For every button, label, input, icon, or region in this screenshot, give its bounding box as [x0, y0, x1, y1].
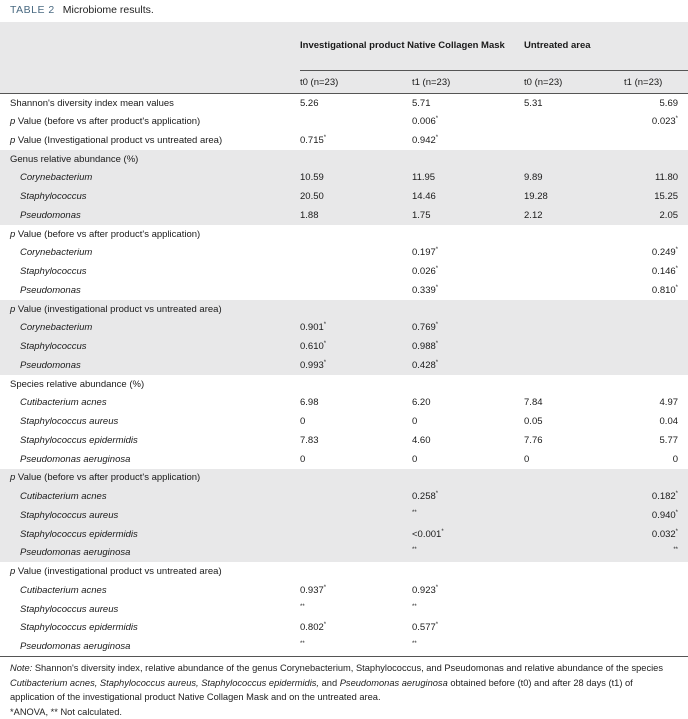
microbiome-table	[0, 22, 688, 656]
table-cell: 0	[300, 412, 412, 431]
table-cell	[300, 262, 412, 281]
table-cell	[524, 262, 624, 281]
table-cell: 0.05	[524, 412, 624, 431]
table-note	[0, 656, 688, 719]
table-cell: 5.71	[412, 94, 524, 113]
table-cell: 0.577*	[412, 619, 524, 638]
row-label: Cutibacterium acnes	[0, 487, 300, 506]
table-row	[0, 337, 688, 356]
note-footnote: *ANOVA, ** Not calculated.	[10, 705, 678, 719]
table-cell	[524, 131, 624, 150]
table-cell: 0.937*	[300, 581, 412, 600]
row-label: Shannon's diversity index mean values	[0, 94, 300, 113]
table-cell: 7.83	[300, 431, 412, 450]
table-row	[0, 206, 688, 225]
table-cell	[524, 375, 624, 394]
table-cell	[624, 581, 688, 600]
table-cell: 0	[524, 450, 624, 469]
table-cell	[524, 319, 624, 338]
table-cell: 0.993*	[300, 356, 412, 375]
table-cell: 15.25	[624, 187, 688, 206]
table-cell	[624, 131, 688, 150]
table-cell: 0.610*	[300, 337, 412, 356]
table-cell	[412, 469, 524, 488]
header-row-groups	[0, 22, 688, 71]
table-cell	[300, 544, 412, 563]
table-cell: 5.69	[624, 94, 688, 113]
header-t1-untreated: t1 (n=23)	[624, 71, 688, 94]
table-cell	[624, 150, 688, 169]
table-cell	[624, 469, 688, 488]
table-cell: 0.197*	[412, 244, 524, 263]
table-cell: 0.249*	[624, 244, 688, 263]
table-row	[0, 319, 688, 338]
row-label: Staphylococcus epidermidis	[0, 431, 300, 450]
table-row	[0, 487, 688, 506]
table-cell	[524, 562, 624, 581]
table-row	[0, 544, 688, 563]
row-label: Pseudomonas aeruginosa	[0, 544, 300, 563]
table-cell	[524, 637, 624, 656]
table-cell: 0.339*	[412, 281, 524, 300]
table-cell: 0.026*	[412, 262, 524, 281]
table-caption	[0, 0, 688, 22]
row-label: Staphylococcus aureus	[0, 412, 300, 431]
row-label: p Value (investigational product vs untreated area)	[0, 300, 300, 319]
row-label: Corynebacterium	[0, 319, 300, 338]
table-cell: **	[300, 637, 412, 656]
table-cell	[300, 525, 412, 544]
table-cell: 4.60	[412, 431, 524, 450]
table-cell	[300, 281, 412, 300]
table-cell: 6.20	[412, 394, 524, 413]
table-cell	[412, 150, 524, 169]
table-cell	[524, 487, 624, 506]
row-label: Pseudomonas	[0, 206, 300, 225]
table-cell: **	[412, 637, 524, 656]
row-label: p Value (before vs after product's application)	[0, 112, 300, 131]
table-row	[0, 469, 688, 488]
row-label: Genus relative abundance (%)	[0, 150, 300, 169]
row-label: Staphylococcus aureus	[0, 600, 300, 619]
table-cell: **	[300, 600, 412, 619]
table-row	[0, 300, 688, 319]
table-cell	[524, 300, 624, 319]
table-cell: 20.50	[300, 187, 412, 206]
row-label: Cutibacterium acnes	[0, 581, 300, 600]
header-t0-untreated: t0 (n=23)	[524, 71, 624, 94]
table-row	[0, 394, 688, 413]
table-cell: 0.923*	[412, 581, 524, 600]
table-cell: 0.802*	[300, 619, 412, 638]
table-cell: 0.032*	[624, 525, 688, 544]
table-cell: 0.182*	[624, 487, 688, 506]
table-cell: 0.901*	[300, 319, 412, 338]
table-cell: 0.006*	[412, 112, 524, 131]
table-cell	[300, 225, 412, 244]
table-cell	[412, 562, 524, 581]
table-cell	[300, 487, 412, 506]
table-cell: 0.810*	[624, 281, 688, 300]
header-group-product: Investigational product Native Collagen Mask	[300, 22, 524, 71]
table-cell	[300, 506, 412, 525]
table-cell: 11.95	[412, 169, 524, 188]
table-cell: 9.89	[524, 169, 624, 188]
table-row	[0, 562, 688, 581]
table-cell: 0	[412, 450, 524, 469]
table-cell	[300, 112, 412, 131]
header-empty-2	[0, 71, 300, 94]
table-cell	[412, 300, 524, 319]
table-cell: 0	[412, 412, 524, 431]
table-cell: 2.12	[524, 206, 624, 225]
table-cell: 2.05	[624, 206, 688, 225]
row-label: Pseudomonas aeruginosa	[0, 450, 300, 469]
table-cell	[524, 337, 624, 356]
note-text: Note: Shannon's diversity index, relative abundance of the genus Corynebacterium, Staphylococcus, and Pseudomonas and relative abundance of the species Cutibacterium acnes, Staphylococcus aureus, Staphylococcus epidermidis, and Pseudomonas aeruginosa obtained before (t0) and after 28 days (t1) of application of the investigational product Native Collagen Mask and on the untreated area.	[10, 661, 678, 705]
row-label: p Value (before vs after product's application)	[0, 225, 300, 244]
row-label: p Value (investigational product vs untreated area)	[0, 562, 300, 581]
table-row	[0, 581, 688, 600]
table-row	[0, 375, 688, 394]
table-cell: 7.84	[524, 394, 624, 413]
table-cell: 0	[300, 450, 412, 469]
table-cell: 6.98	[300, 394, 412, 413]
row-label: p Value (before vs after product's application)	[0, 469, 300, 488]
row-label: p Value (Investigational product vs untreated area)	[0, 131, 300, 150]
table-cell	[524, 619, 624, 638]
table-cell: 0.146*	[624, 262, 688, 281]
table-cell	[624, 300, 688, 319]
header-row-times	[0, 71, 688, 94]
table-cell: 4.97	[624, 394, 688, 413]
table-cell: **	[412, 506, 524, 525]
table-row	[0, 506, 688, 525]
table-cell	[624, 319, 688, 338]
table-cell	[412, 375, 524, 394]
table-cell	[300, 244, 412, 263]
table-cell: 0.023*	[624, 112, 688, 131]
table-cell	[524, 225, 624, 244]
table-cell: 0.04	[624, 412, 688, 431]
table-cell	[624, 562, 688, 581]
row-label: Staphylococcus epidermidis	[0, 525, 300, 544]
table-cell: 0.769*	[412, 319, 524, 338]
table-cell	[524, 581, 624, 600]
table-cell: 0.988*	[412, 337, 524, 356]
table-cell	[300, 375, 412, 394]
table-row	[0, 619, 688, 638]
row-label: Pseudomonas	[0, 356, 300, 375]
table-row	[0, 187, 688, 206]
table-cell	[412, 225, 524, 244]
table-cell	[524, 150, 624, 169]
table-cell	[624, 356, 688, 375]
table-cell	[300, 300, 412, 319]
row-label: Species relative abundance (%)	[0, 375, 300, 394]
table-cell: 1.75	[412, 206, 524, 225]
table-row	[0, 225, 688, 244]
table-cell	[524, 244, 624, 263]
table-cell	[524, 506, 624, 525]
table-cell: 5.31	[524, 94, 624, 113]
table-row	[0, 150, 688, 169]
row-label: Staphylococcus	[0, 262, 300, 281]
row-label: Pseudomonas	[0, 281, 300, 300]
table-cell: **	[412, 544, 524, 563]
table-row	[0, 131, 688, 150]
table-cell	[524, 544, 624, 563]
table-cell: 1.88	[300, 206, 412, 225]
table-cell	[524, 525, 624, 544]
table-cell	[624, 600, 688, 619]
table-cell	[300, 562, 412, 581]
row-label: Staphylococcus	[0, 187, 300, 206]
table-cell: 0.942*	[412, 131, 524, 150]
table-cell	[524, 112, 624, 131]
row-label: Staphylococcus	[0, 337, 300, 356]
table-cell	[524, 600, 624, 619]
row-label: Staphylococcus aureus	[0, 506, 300, 525]
header-group-untreated: Untreated area	[524, 22, 688, 71]
table-cell: 0.428*	[412, 356, 524, 375]
table-cell	[624, 225, 688, 244]
table-row	[0, 637, 688, 656]
table-cell: 7.76	[524, 431, 624, 450]
row-label: Corynebacterium	[0, 169, 300, 188]
table-row	[0, 281, 688, 300]
table-cell: 14.46	[412, 187, 524, 206]
table-row	[0, 450, 688, 469]
table-row	[0, 412, 688, 431]
table-cell: **	[412, 600, 524, 619]
table-cell: 11.80	[624, 169, 688, 188]
header-empty	[0, 22, 300, 71]
header-t0-product: t0 (n=23)	[300, 71, 412, 94]
table-cell: 0.258*	[412, 487, 524, 506]
table-cell	[624, 375, 688, 394]
table-cell: 0.715*	[300, 131, 412, 150]
table-row	[0, 600, 688, 619]
table-row	[0, 169, 688, 188]
table-row	[0, 112, 688, 131]
row-label: Pseudomonas aeruginosa	[0, 637, 300, 656]
table-cell: 19.28	[524, 187, 624, 206]
row-label: Cutibacterium acnes	[0, 394, 300, 413]
table-cell: 5.77	[624, 431, 688, 450]
table-label: TABLE 2	[10, 4, 55, 16]
table-row	[0, 94, 688, 113]
table-row	[0, 262, 688, 281]
table-row	[0, 431, 688, 450]
row-label: Staphylococcus epidermidis	[0, 619, 300, 638]
table-cell	[624, 637, 688, 656]
table-cell	[524, 281, 624, 300]
table-cell	[524, 469, 624, 488]
table-cell	[524, 356, 624, 375]
table-row	[0, 525, 688, 544]
table-cell: 0	[624, 450, 688, 469]
table-cell: <0.001*	[412, 525, 524, 544]
table-cell	[300, 150, 412, 169]
table-cell	[624, 337, 688, 356]
table-cell: **	[624, 544, 688, 563]
header-t1-product: t1 (n=23)	[412, 71, 524, 94]
row-label: Corynebacterium	[0, 244, 300, 263]
table-title: Microbiome results.	[63, 4, 154, 16]
table-row	[0, 244, 688, 263]
table-cell: 10.59	[300, 169, 412, 188]
table-cell: 0.940*	[624, 506, 688, 525]
table-cell	[624, 619, 688, 638]
table-cell	[300, 469, 412, 488]
table-cell: 5.26	[300, 94, 412, 113]
table-row	[0, 356, 688, 375]
